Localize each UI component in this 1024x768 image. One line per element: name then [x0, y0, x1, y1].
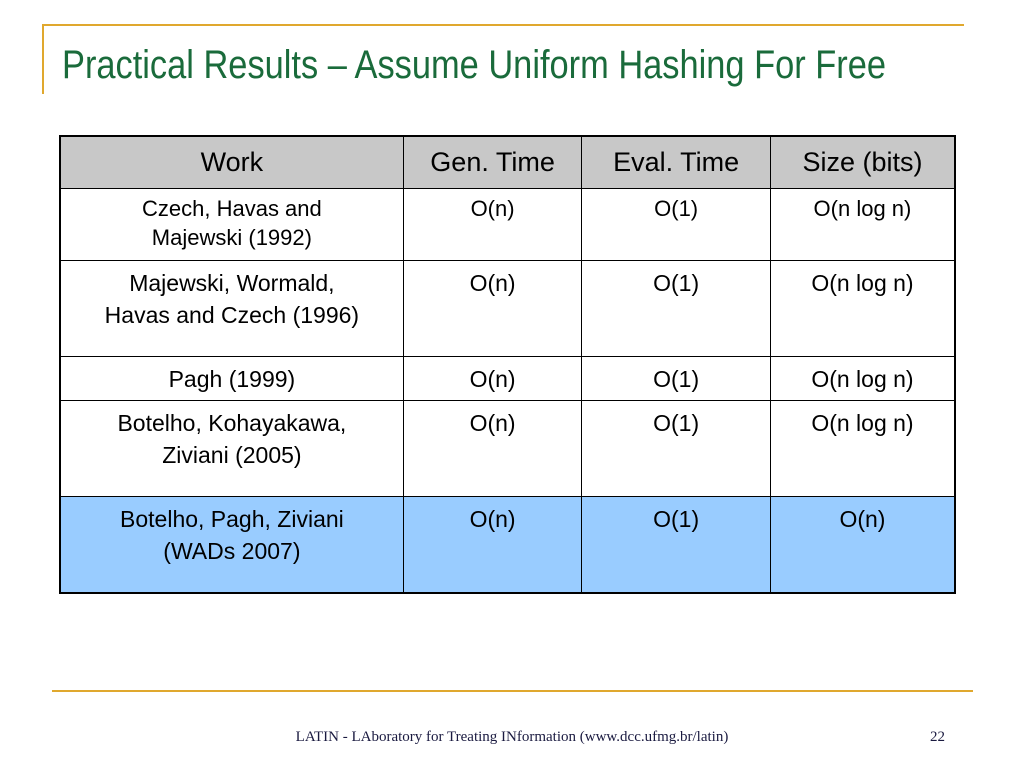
slide-footer: LATIN - LAboratory for Treating INformation (www.dcc.ufmg.br/latin): [295, 729, 729, 745]
header-gen-time: Gen. Time: [403, 136, 582, 189]
cell-eval-time: O(1): [582, 357, 771, 401]
header-eval-time: Eval. Time: [582, 136, 771, 189]
cell-gen-time: O(n): [403, 401, 582, 497]
cell-eval-time: O(1): [582, 497, 771, 594]
cell-size: O(n log n): [770, 261, 955, 357]
left-rule: [42, 24, 44, 94]
work-line-2: Ziviani (2005): [162, 442, 302, 468]
cell-eval-time: O(1): [582, 189, 771, 261]
work-line-1: Czech, Havas and: [142, 196, 322, 221]
work-line-2: Havas and Czech (1996): [104, 302, 360, 328]
cell-work: [60, 497, 403, 594]
cell-eval-time: O(1): [582, 401, 771, 497]
bottom-rule: [52, 690, 973, 692]
cell-eval-time: O(1): [582, 261, 771, 357]
cell-size: O(n log n): [770, 401, 955, 497]
cell-work: Pagh (1999): [60, 357, 403, 401]
table-row: [60, 357, 955, 401]
cell-work: [60, 401, 403, 497]
cell-gen-time: O(n): [403, 357, 582, 401]
table-row: [60, 261, 955, 357]
header-work: Work: [60, 136, 403, 189]
table-row-highlighted: [60, 497, 955, 594]
cell-work: [60, 189, 403, 261]
work-line-1: Botelho, Kohayakawa,: [117, 410, 347, 436]
work-line-2: Majewski (1992): [151, 225, 312, 250]
cell-work: [60, 261, 403, 357]
table-header-row: [60, 136, 955, 189]
cell-size: O(n): [770, 497, 955, 594]
results-table: [59, 135, 956, 594]
work-line-1: Majewski, Wormald,: [129, 270, 335, 296]
slide-title: Practical Results – Assume Uniform Hashing For Free: [62, 43, 886, 87]
cell-gen-time: O(n): [403, 189, 582, 261]
cell-gen-time: O(n): [403, 261, 582, 357]
cell-gen-time: O(n): [403, 497, 582, 594]
header-size-bits: Size (bits): [770, 136, 955, 189]
cell-size: O(n log n): [770, 357, 955, 401]
table-row: [60, 401, 955, 497]
table-row: [60, 189, 955, 261]
page-number: 22: [930, 729, 945, 745]
top-rule: [42, 24, 964, 26]
work-line-2: (WADs 2007): [163, 538, 301, 564]
cell-size: O(n log n): [770, 189, 955, 261]
work-line-1: Botelho, Pagh, Ziviani: [120, 506, 344, 532]
